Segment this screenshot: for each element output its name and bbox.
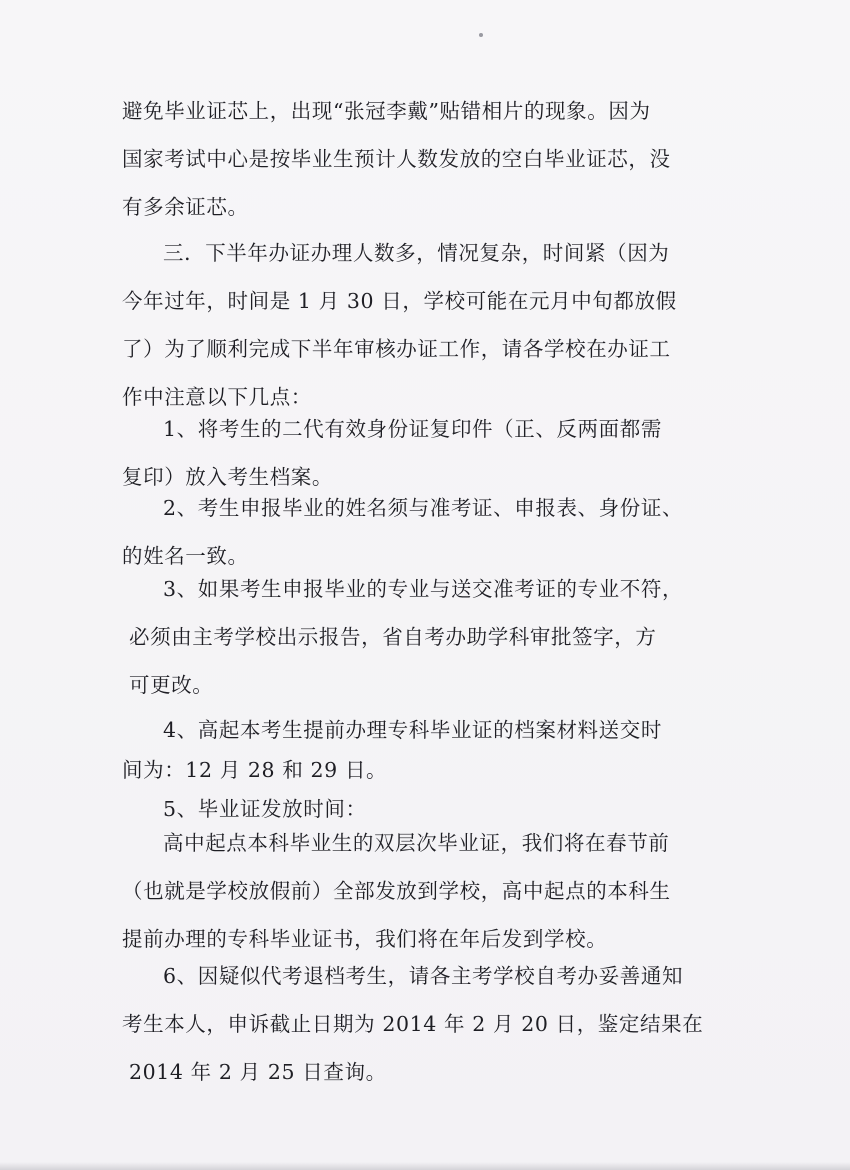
- text-line-3: 有多余证芯。: [122, 195, 249, 219]
- text-line-22: 考生本人，申诉截止日期为 2014 年 2 月 20 日，鉴定结果在: [122, 1012, 704, 1036]
- text-line-15: 4、高起本考生提前办理专科毕业证的档案材料送交时: [163, 718, 662, 742]
- text-line-11: 的姓名一致。: [122, 544, 249, 568]
- text-line-2: 国家考试中心是按毕业生预计人数发放的空白毕业证芯，没: [122, 147, 671, 171]
- text-line-21: 6、因疑似代考退档考生，请各主考学校自考办妥善通知: [163, 964, 684, 988]
- text-line-10: 2、考生申报毕业的姓名须与准考证、申报表、身份证、: [163, 496, 684, 520]
- text-line-14: 可更改。: [129, 673, 214, 697]
- text-line-5: 今年过年，时间是 1 月 30 日，学校可能在元月中旬都放假: [122, 289, 677, 313]
- text-line-17: 5、毕业证发放时间：: [163, 797, 367, 821]
- text-line-9: 复印）放入考生档案。: [122, 465, 333, 489]
- text-line-6: 了）为了顺利完成下半年审核办证工作，请各学校在办证工: [122, 337, 671, 361]
- text-line-20: 提前办理的专科毕业证书，我们将在年后发到学校。: [122, 927, 608, 951]
- text-line-16: 间为：12 月 28 和 29 日。: [122, 758, 388, 782]
- text-line-23: 2014 年 2 月 25 日查询。: [129, 1060, 387, 1084]
- text-line-7: 作中注意以下几点：: [122, 385, 312, 409]
- text-line-18: 高中起点本科毕业生的双层次毕业证，我们将在春节前: [163, 831, 670, 855]
- text-line-4: 三．下半年办证办理人数多，情况复杂，时间紧（因为: [163, 241, 670, 265]
- text-line-19: （也就是学校放假前）全部发放到学校，高中起点的本科生: [122, 879, 671, 903]
- text-line-12: 3、如果考生申报毕业的专业与送交准考证的专业不符，: [163, 577, 684, 601]
- text-line-8: 1、将考生的二代有效身份证复印件（正、反两面都需: [163, 417, 662, 441]
- text-line-13: 必须由主考学校出示报告，省自考办助学科审批签字，方: [129, 625, 657, 649]
- text-line-1: 避免毕业证芯上，出现“张冠李戴”贴错相片的现象。因为: [122, 99, 651, 123]
